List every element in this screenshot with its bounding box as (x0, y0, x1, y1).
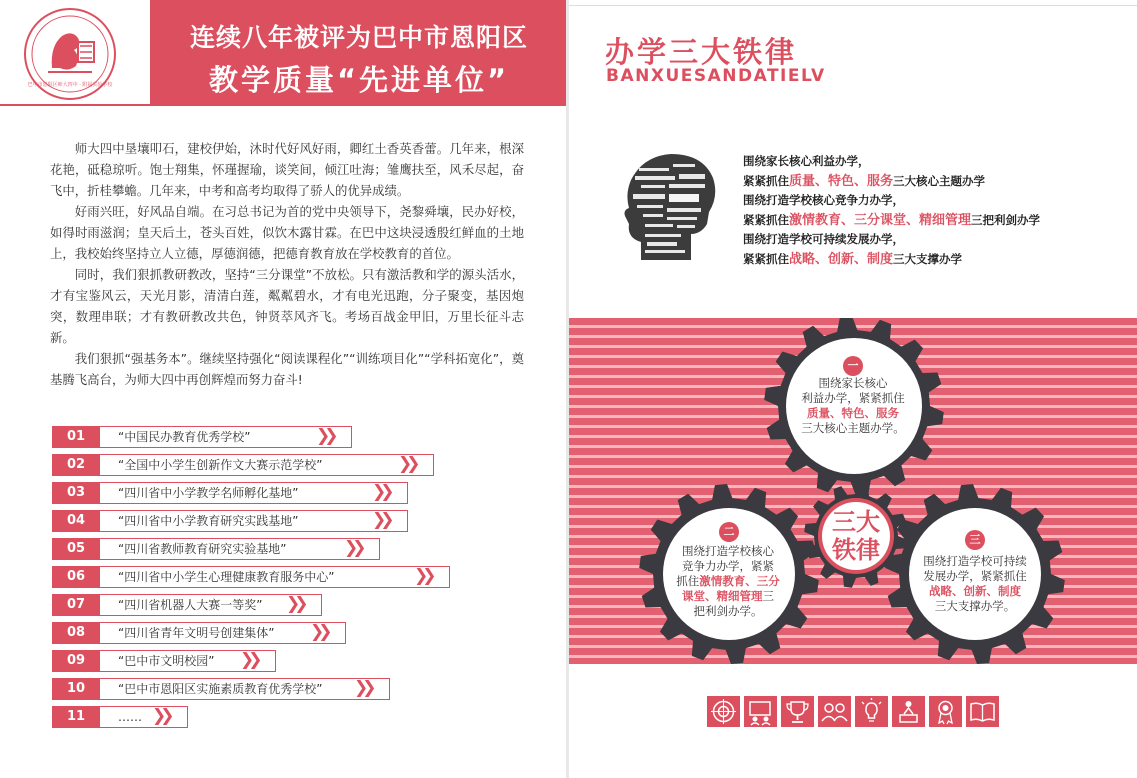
award-number: 03 (52, 482, 100, 504)
slogan-line (743, 152, 1040, 172)
chevron-right-icon: ❯❯ (316, 426, 333, 446)
slogan-line (743, 172, 1040, 192)
intro-paragraph: 同时，我们狠抓教研教改，坚持“三分课堂”不放松。只有激活教和学的源头活水，才有宝鉴风云，天光月影，清清白莲，粼粼碧水，才有电光迅跑，分子聚变，基因炮突，数理串联；才有教研教改共色，钟贤萃风齐飞。考场百战金甲旧，万里长征斗志新。 (50, 267, 524, 345)
gear-badge: 二 (719, 522, 739, 542)
left-page (0, 0, 568, 778)
gear-badge: 一 (843, 356, 863, 376)
gear-highlight: 激情教育、三分 (699, 574, 780, 588)
gear-highlight: 质量、特色、服务 (807, 406, 899, 420)
chevron-right-icon: ❯❯ (354, 678, 371, 698)
gear-line: 把利剑办学。 (693, 604, 763, 618)
award-number: 07 (52, 594, 100, 616)
award-number: 10 (52, 678, 100, 700)
slogan-line (743, 250, 1040, 270)
chevron-right-icon: ❯❯ (372, 482, 389, 502)
gear-highlight: 战略、创新、制度 (929, 584, 1021, 598)
slogan-text: 围绕打造学校可持续发展办学， (743, 232, 904, 246)
word-cloud-head-image (621, 150, 721, 262)
chevron-right-icon: ❯❯ (152, 706, 169, 726)
intro-paragraph: 好雨兴旺，好风品自端。在习总书记为首的党中央领导下，尧黎舜壤，民办好校，如得时雨滋润；皇天后土，苍头百姓，似饮木露甘霖。在巴中这块浸透殷红鲜血的土地上，我校始终坚持立人立德，厚德润德，把德育教育放在学校教育的首位。 (50, 204, 524, 261)
podium-icon (892, 696, 925, 727)
gear-line: 竞争力办学，紧紧 (682, 559, 774, 573)
center-gear-line: 铁律 (832, 536, 880, 564)
award-number: 06 (52, 566, 100, 588)
award-number: 01 (52, 426, 100, 448)
award-number: 05 (52, 538, 100, 560)
chevron-right-icon: ❯❯ (398, 454, 415, 474)
award-text: “巴中市文明校园” (100, 650, 276, 672)
chevron-right-icon: ❯❯ (286, 594, 303, 614)
award-text: “全国中小学生创新作文大赛示范学校” (100, 454, 434, 476)
medal-icon (929, 696, 962, 727)
award-number: 04 (52, 510, 100, 532)
header-line-1: 连续八年被评为巴中市恩阳区 (189, 23, 528, 52)
slogan-highlight: 战略、创新、制度 (789, 251, 894, 267)
book-icon (966, 696, 999, 727)
slogan-highlight: 激情教育、三分课堂、精细管理 (789, 212, 972, 228)
award-text: …… (100, 706, 188, 728)
gear-text (905, 554, 1045, 614)
slogan-line (743, 191, 1040, 211)
header-banner (150, 0, 568, 106)
award-number: 11 (52, 706, 100, 728)
top-divider (569, 5, 1137, 6)
group-icon (818, 696, 851, 727)
award-text: “四川省中小学教学名师孵化基地” (100, 482, 408, 504)
slogan-text: 三大核心主题办学 (893, 173, 986, 188)
gear-line: 三 (762, 589, 774, 603)
target-icon (707, 696, 740, 727)
award-number: 09 (52, 650, 100, 672)
chevron-right-icon: ❯❯ (344, 538, 361, 558)
slogan-text: 三把利剑办学 (971, 212, 1041, 227)
gear-line: 利益办学，紧紧抓住 (801, 391, 905, 405)
teacher-icon (744, 696, 777, 727)
slogan-text: 紧紧抓住 (743, 212, 789, 227)
intro-paragraph: 师大四中垦壤叩石，建校伊始，沐时代好风好雨，卿红土香英香蕾。几年来，根深花艳，砥稳琼听。饱士翔集，怀瑾握瑜，谈笑间，倾江吐海；雏鹰扶至，风禾尽起，奋飞中，折桂攀蟾。几年来，中考和高考均取得了骄人的优异成绩。 (50, 141, 524, 198)
logo-caption: 巴中市恩阳区师大四中 · 附属实验学校 (27, 82, 113, 88)
award-text: “四川省中小学教育研究实践基地” (100, 510, 408, 532)
award-text: “四川省中小学生心理健康教育服务中心” (100, 566, 450, 588)
slogan-line (743, 211, 1040, 231)
trophy-icon (781, 696, 814, 727)
intro-paragraph: 我们狠抓“强基务本”。继续坚持强化“阅读课程化”“训练项目化”“学科拓宽化”，奠基腾飞高台，为师大四中再创辉煌而努力奋斗! (50, 351, 524, 387)
award-text: “四川省机器人大赛一等奖” (100, 594, 322, 616)
gear-line: 三大核心主题办学。 (801, 421, 905, 435)
chevron-right-icon: ❯❯ (310, 622, 327, 642)
award-number: 08 (52, 622, 100, 644)
slogans-block (743, 152, 1040, 269)
header-divider (0, 104, 568, 106)
slogan-line (743, 230, 1040, 250)
chevron-right-icon: ❯❯ (414, 566, 431, 586)
header-line-2: 教学质量“先进单位” (208, 63, 510, 97)
section-subtitle: BANXUESANDATIELV (606, 66, 826, 86)
section-title: 办学三大铁律 (605, 35, 798, 69)
gear-text (783, 376, 923, 436)
gear-badge: 三 (965, 530, 985, 550)
school-logo (22, 6, 118, 102)
chevron-right-icon: ❯❯ (372, 510, 389, 530)
slogan-highlight: 质量、特色、服务 (789, 173, 894, 189)
gear-line: 抓住 (676, 574, 700, 588)
slogan-text: 紧紧抓住 (743, 251, 789, 266)
gear-highlight: 课堂、精细管理 (682, 589, 763, 603)
gear-text (665, 544, 791, 619)
right-page (569, 0, 1137, 778)
award-number: 02 (52, 454, 100, 476)
gear-line: 三大支撑办学。 (934, 599, 1016, 613)
slogan-text: 围绕打造学校核心竞争力办学， (743, 193, 904, 207)
award-text: “中国民办教育优秀学校” (100, 426, 352, 448)
slogan-text: 围绕家长核心利益办学， (743, 154, 870, 168)
center-gear-line: 三大 (832, 508, 880, 536)
chevron-right-icon: ❯❯ (240, 650, 257, 670)
lightbulb-icon (855, 696, 888, 727)
gear-line: 围绕打造学校可持续 (923, 554, 1027, 568)
gear-line: 围绕家长核心 (818, 376, 888, 390)
gear-line: 发展办学，紧紧抓住 (923, 569, 1027, 583)
slogan-text: 三大支撑办学 (893, 251, 963, 266)
intro-text (50, 138, 524, 390)
award-text: “四川省青年文明号创建集体” (100, 622, 346, 644)
slogan-text: 紧紧抓住 (743, 173, 789, 188)
award-text: “四川省教师教育研究实验基地” (100, 538, 380, 560)
gear-line: 围绕打造学校核心 (682, 544, 774, 558)
award-text: “巴中市恩阳区实施素质教育优秀学校” (100, 678, 390, 700)
center-gear-label (821, 508, 891, 564)
